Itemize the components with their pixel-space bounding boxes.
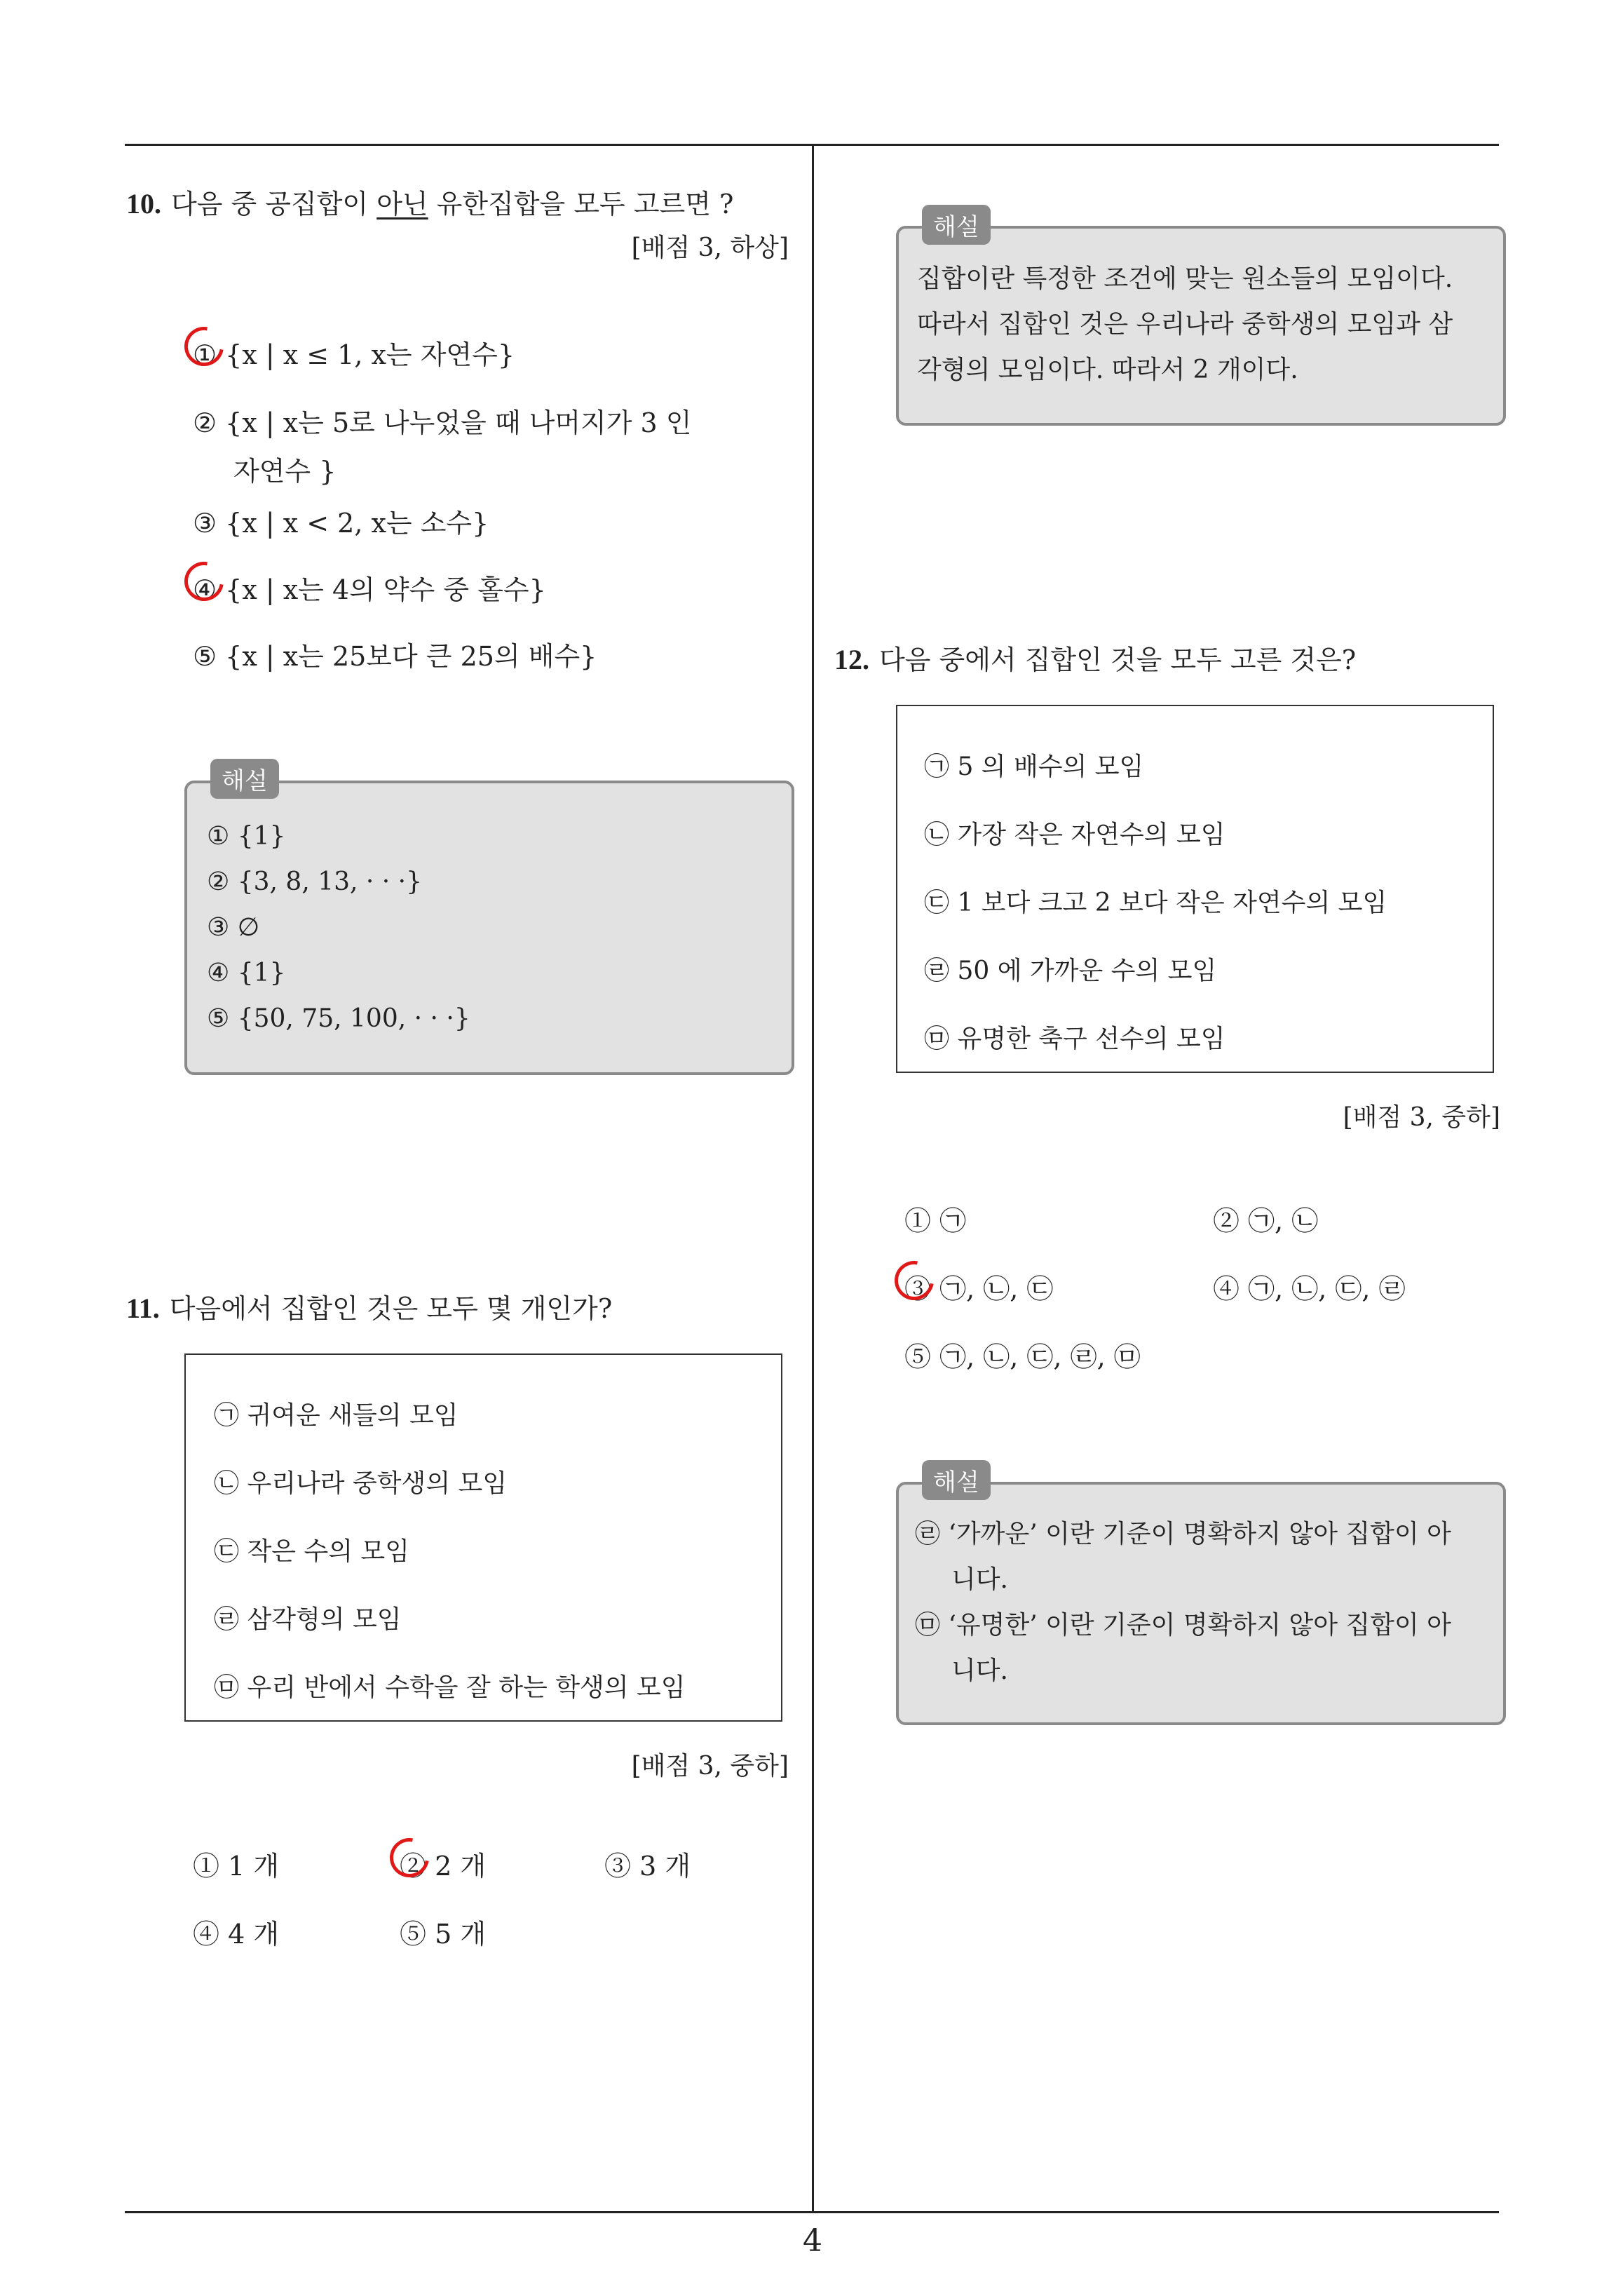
- q12-option-1-text: ㉠: [939, 1206, 967, 1236]
- q11-option-1-label: ①: [193, 1851, 220, 1882]
- q12-box-item-5: ㉤ 유명한 축구 선수의 모임: [924, 1025, 1225, 1053]
- q11-option-5-text: 5 개: [435, 1919, 487, 1950]
- q12-solution-line: ㉤ ‘유명한’ 이란 기준이 명확하지 않아 집합이 아: [915, 1611, 1451, 1640]
- q11-option-2-label: ②: [400, 1851, 427, 1882]
- q11-score: [배점 3, 중하]: [631, 1752, 789, 1781]
- q10-option-2-label: ②: [193, 407, 217, 438]
- q10-option-4[interactable]: [193, 568, 546, 607]
- q11-solution-line: 따라서 집합인 것은 우리나라 중학생의 모임과 삼: [917, 310, 1453, 339]
- q11-option-2-text: 2 개: [435, 1851, 487, 1882]
- q12-box-item-4: ㉣ 50 에 가까운 수의 모임: [924, 957, 1217, 985]
- q10-number: 10.: [126, 188, 161, 220]
- q12-option-3-label: ③: [904, 1274, 932, 1304]
- q11-option-1-text: 1 개: [228, 1851, 280, 1882]
- q12-option-1[interactable]: [904, 1199, 966, 1238]
- q12-option-5[interactable]: [904, 1335, 1141, 1374]
- q11-option-4[interactable]: [193, 1912, 279, 1951]
- q12-option-4-label: ④: [1213, 1274, 1240, 1304]
- q10-option-5[interactable]: [193, 635, 597, 673]
- column-divider: [812, 145, 814, 2213]
- q10-solution-line: ② {3, 8, 13, · · ·}: [207, 867, 423, 896]
- q10-option-1-text: {x | x ≤ 1, x는 자연수}: [225, 339, 515, 370]
- q10-option-2[interactable]: [193, 401, 692, 488]
- q11-text: 다음에서 집합인 것은 모두 몇 개인가?: [169, 1293, 613, 1324]
- page-number: 4: [803, 2223, 822, 2259]
- q10-text-underlined: 아닌: [376, 189, 428, 220]
- q11-option-5-label: ⑤: [400, 1919, 427, 1950]
- q10-solution-line: ⑤ {50, 75, 100, · · ·}: [207, 1004, 470, 1033]
- q11-solution-line: 각형의 모임이다. 따라서 2 개이다.: [917, 356, 1298, 384]
- q10-option-4-text: {x | x는 4의 약수 중 홀수}: [225, 574, 546, 605]
- q10-option-3-label: ③: [193, 508, 217, 539]
- q10-solution-lines: [207, 813, 470, 1041]
- q12-option-4[interactable]: [1213, 1267, 1406, 1306]
- q10-option-1[interactable]: [193, 333, 515, 372]
- q11-option-3[interactable]: [604, 1844, 691, 1883]
- q11-option-4-label: ④: [193, 1919, 220, 1950]
- q12-option-4-text: ㉠, ㉡, ㉢, ㉣: [1248, 1274, 1406, 1304]
- q11-solution-line: 집합이란 특정한 조건에 맞는 원소들의 모임이다.: [917, 264, 1453, 293]
- q12-option-2-text: ㉠, ㉡: [1248, 1206, 1319, 1236]
- q11-box-item-1: ㉠ 귀여운 새들의 모임: [214, 1401, 459, 1430]
- q10-text-before: 다음 중 공집합이: [171, 189, 377, 220]
- q10-option-2-text: {x | x는 5로 나누었을 때 나머지가 3 인: [225, 407, 692, 438]
- q12-solution-line: 니다.: [951, 1656, 1008, 1685]
- q12-option-5-text: ㉠, ㉡, ㉢, ㉣, ㉤: [939, 1342, 1141, 1372]
- q11-box-item-5: ㉤ 우리 반에서 수학을 잘 하는 학생의 모임: [214, 1673, 686, 1702]
- q12-box-item-3: ㉢ 1 보다 크고 2 보다 작은 자연수의 모임: [924, 889, 1387, 917]
- q12-option-1-label: ①: [904, 1206, 932, 1236]
- q10-option-5-text: {x | x는 25보다 큰 25의 배수}: [225, 641, 597, 672]
- q11-option-5[interactable]: [400, 1912, 486, 1951]
- q10-option-3[interactable]: [193, 501, 489, 540]
- bottom-rule: [125, 2211, 1499, 2213]
- q11-option-4-text: 4 개: [228, 1919, 280, 1950]
- q12-solution-lines: [915, 1511, 1451, 1694]
- q10-solution-tag: 해설: [210, 759, 279, 799]
- q11-solution-tag: 해설: [922, 205, 991, 245]
- q12-solution-tag: 해설: [922, 1460, 991, 1500]
- q11-option-3-text: 3 개: [639, 1851, 691, 1882]
- q10-option-5-label: ⑤: [193, 641, 217, 672]
- q10-option-4-label: ④: [193, 574, 217, 605]
- q12-option-2-label: ②: [1213, 1206, 1240, 1236]
- q10-option-2-continuation: 자연수 }: [233, 456, 337, 487]
- q10-title: [126, 182, 733, 221]
- q11-box-item-4: ㉣ 삼각형의 모임: [214, 1605, 402, 1634]
- q12-score: [배점 3, 중하]: [1343, 1103, 1500, 1132]
- q10-text-after: 유한집합을 모두 고르면 ?: [428, 189, 734, 220]
- q12-text: 다음 중에서 집합인 것을 모두 고른 것은?: [879, 644, 1357, 675]
- q11-option-1[interactable]: [193, 1844, 279, 1883]
- q10-solution-line: ① {1}: [207, 822, 286, 851]
- q11-number: 11.: [126, 1292, 160, 1324]
- q12-title: [834, 638, 1356, 677]
- q11-title: [126, 1287, 612, 1325]
- q12-option-5-label: ⑤: [904, 1342, 932, 1372]
- q12-solution-line: 니다.: [951, 1565, 1008, 1594]
- q11-option-3-label: ③: [604, 1851, 632, 1882]
- q10-solution-line: ④ {1}: [207, 959, 286, 987]
- q10-score: [배점 3, 하상]: [631, 234, 789, 262]
- q10-solution-line: ③ ∅: [207, 913, 260, 942]
- q12-number: 12.: [834, 644, 869, 675]
- q11-box-item-3: ㉢ 작은 수의 모임: [214, 1537, 409, 1566]
- q12-option-2[interactable]: [1213, 1199, 1318, 1238]
- q11-solution-lines: [917, 256, 1453, 393]
- q12-option-3-text: ㉠, ㉡, ㉢: [939, 1274, 1054, 1304]
- q10-option-3-text: {x | x < 2, x는 소수}: [225, 508, 489, 539]
- q10-option-1-label: ①: [193, 339, 217, 370]
- q12-box-item-2: ㉡ 가장 작은 자연수의 모임: [924, 821, 1225, 849]
- q11-box-item-2: ㉡ 우리나라 중학생의 모임: [214, 1469, 508, 1498]
- q12-solution-line: ㉣ ‘가까운’ 이란 기준이 명확하지 않아 집합이 아: [915, 1520, 1451, 1548]
- q12-box-item-1: ㉠ 5 의 배수의 모임: [924, 752, 1144, 781]
